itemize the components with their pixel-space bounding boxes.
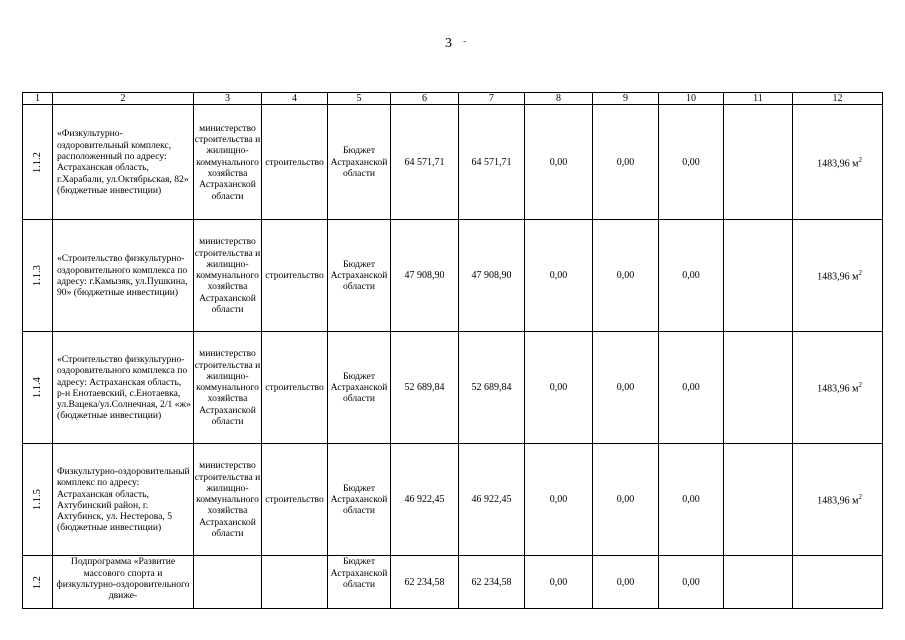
row-area-cell xyxy=(793,105,883,220)
row-executor xyxy=(194,556,262,609)
row-col7: 46 922,45 xyxy=(459,444,525,556)
row-col10: 0,00 xyxy=(659,105,724,220)
row-col10: 0,00 xyxy=(659,332,724,444)
row-col11 xyxy=(724,444,793,556)
row-col11 xyxy=(724,220,793,332)
row-area-cell xyxy=(793,444,883,556)
header-cell: 11 xyxy=(724,93,793,105)
row-id: 1.1.5 xyxy=(31,489,43,511)
row-col10: 0,00 xyxy=(659,444,724,556)
row-executor: министерство строительства и жилищно-коммунального хозяйства Астраханской области xyxy=(194,444,262,556)
row-executor: министерство строительства и жилищно-коммунального хозяйства Астраханской области xyxy=(194,220,262,332)
row-col6: 46 922,45 xyxy=(391,444,459,556)
row-area-sup: 2 xyxy=(858,269,862,278)
row-col7: 52 689,84 xyxy=(459,332,525,444)
row-executor: министерство строительства и жилищно-коммунального хозяйства Астраханской области xyxy=(194,105,262,220)
row-source: Бюджет Астраханской области xyxy=(328,332,391,444)
row-area-cell xyxy=(793,556,883,609)
row-col11 xyxy=(724,332,793,444)
row-source: Бюджет Астраханской области xyxy=(328,220,391,332)
row-col9: 0,00 xyxy=(593,444,659,556)
header-cell: 10 xyxy=(659,93,724,105)
table-row xyxy=(23,332,883,444)
row-area-sup: 2 xyxy=(858,493,862,502)
row-area: 1483,96 м xyxy=(817,383,859,395)
row-area-cell xyxy=(793,332,883,444)
row-id: 1.1.4 xyxy=(31,377,43,399)
budget-table xyxy=(22,92,883,609)
header-cell: 4 xyxy=(262,93,328,105)
row-source: Бюджет Астраханской области xyxy=(328,105,391,220)
row-id: 1.2 xyxy=(31,575,43,589)
row-id-cell xyxy=(23,444,53,556)
row-area: 1483,96 м xyxy=(817,271,859,283)
header-cell: 3 xyxy=(194,93,262,105)
row-col9: 0,00 xyxy=(593,105,659,220)
row-direction xyxy=(262,556,328,609)
row-direction: строительство xyxy=(262,332,328,444)
row-area: 1483,96 м xyxy=(817,158,859,170)
header-cell: 1 xyxy=(23,93,53,105)
row-name: «Строительство физкультурно-оздоровительного комплекса по адресу: Астраханская область, р-н Енотаевский, с.Енотаевка, ул.Вацека/ул.Солнечная, 2/1 «ж» (бюджетные инвестиции) xyxy=(53,332,194,444)
row-col10: 0,00 xyxy=(659,556,724,609)
row-col9: 0,00 xyxy=(593,220,659,332)
row-id: 1.1.2 xyxy=(31,151,43,173)
page-number: 3 xyxy=(445,36,452,51)
row-id-cell xyxy=(23,220,53,332)
header-cell: 6 xyxy=(391,93,459,105)
row-direction: строительство xyxy=(262,220,328,332)
row-source: Бюджет Астраханской области xyxy=(328,556,391,609)
row-col7: 62 234,58 xyxy=(459,556,525,609)
row-area-cell xyxy=(793,220,883,332)
row-col8: 0,00 xyxy=(525,444,593,556)
table-row xyxy=(23,220,883,332)
page-mark: - xyxy=(463,36,467,47)
table-row xyxy=(23,556,883,609)
row-col7: 47 908,90 xyxy=(459,220,525,332)
row-col11 xyxy=(724,105,793,220)
row-col10: 0,00 xyxy=(659,220,724,332)
row-id-cell xyxy=(23,105,53,220)
header-cell: 5 xyxy=(328,93,391,105)
header-cell: 8 xyxy=(525,93,593,105)
table-row xyxy=(23,105,883,220)
row-col9: 0,00 xyxy=(593,332,659,444)
row-col9: 0,00 xyxy=(593,556,659,609)
row-direction: строительство xyxy=(262,444,328,556)
row-id: 1.1.3 xyxy=(31,265,43,287)
row-source: Бюджет Астраханской области xyxy=(328,444,391,556)
row-col8: 0,00 xyxy=(525,220,593,332)
row-name: «Физкультурно-оздоровительный комплекс, расположенный по адресу: Астраханская область, г.Харабали, ул.Октябрьская, 82» (бюджетные инвестиции) xyxy=(53,105,194,220)
row-area-sup: 2 xyxy=(858,381,862,390)
row-id-cell xyxy=(23,332,53,444)
row-id-cell xyxy=(23,556,53,609)
header-cell: 9 xyxy=(593,93,659,105)
row-name: «Строительство физкультурно-оздоровительного комплекса по адресу: г.Камызяк, ул.Пушкина, 90» (бюджетные инвестиции) xyxy=(53,220,194,332)
header-cell: 2 xyxy=(53,93,194,105)
row-col8: 0,00 xyxy=(525,105,593,220)
row-name: Подпрограмма «Развитие массового спорта и физкультурно-оздоровительного движе- xyxy=(53,556,194,609)
row-area-sup: 2 xyxy=(858,155,862,164)
row-direction: строительство xyxy=(262,105,328,220)
row-col8: 0,00 xyxy=(525,332,593,444)
row-col8: 0,00 xyxy=(525,556,593,609)
row-col6: 62 234,58 xyxy=(391,556,459,609)
row-col6: 52 689,84 xyxy=(391,332,459,444)
row-area: 1483,96 м xyxy=(817,495,859,507)
row-executor: министерство строительства и жилищно-коммунального хозяйства Астраханской области xyxy=(194,332,262,444)
header-cell: 12 xyxy=(793,93,883,105)
table-row xyxy=(23,444,883,556)
row-col11 xyxy=(724,556,793,609)
header-cell: 7 xyxy=(459,93,525,105)
header-row xyxy=(23,93,883,105)
row-col7: 64 571,71 xyxy=(459,105,525,220)
row-col6: 64 571,71 xyxy=(391,105,459,220)
row-name: Физкультурно-оздоровительный комплекс по адресу: Астраханская область, Ахтубинский район, г. Ахтубинск, ул. Нестерова, 5 (бюджетные инвестиции) xyxy=(53,444,194,556)
row-col6: 47 908,90 xyxy=(391,220,459,332)
